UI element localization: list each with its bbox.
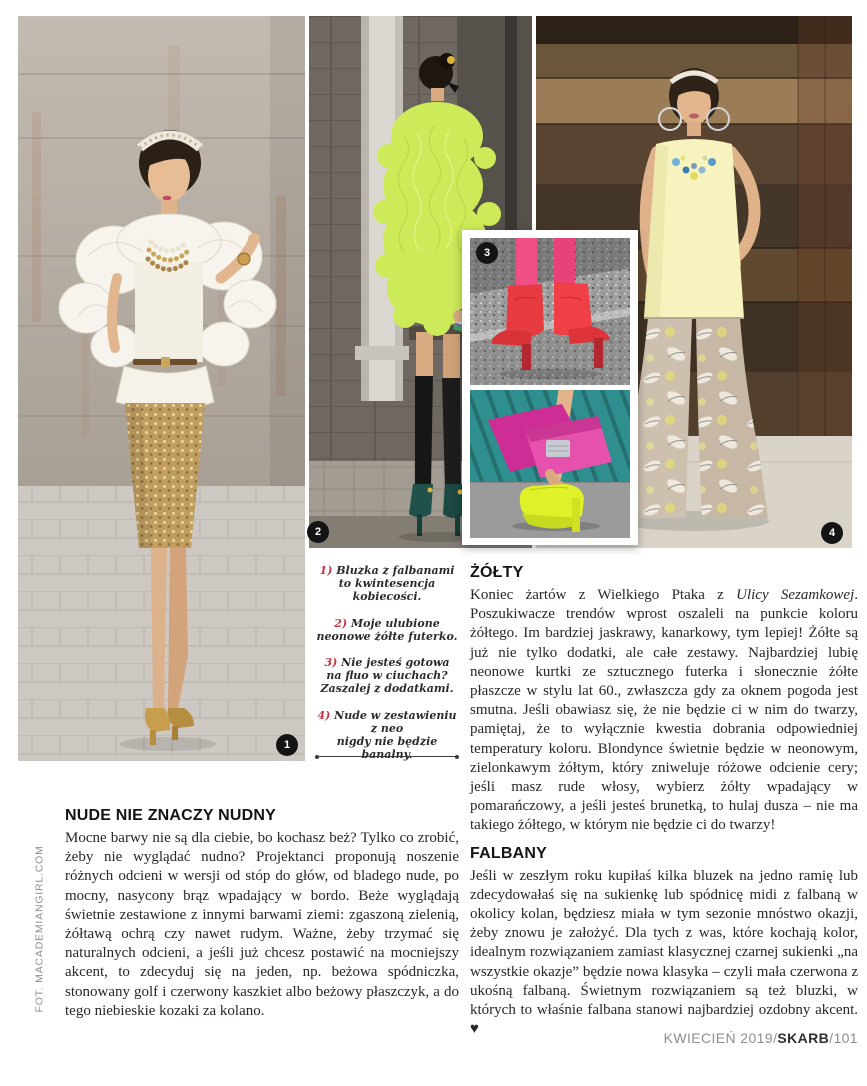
caption-item-2	[312, 617, 462, 643]
section-heading-nude: NUDE NIE ZNACZY NUDNY	[65, 807, 277, 824]
caption-text: Nie jesteś gotowa na fluo w ciuchach? Zaszalej z dodatkami.	[320, 656, 454, 696]
caption-text: Moje ulubione neonowe żółte futerko.	[316, 616, 458, 643]
section-body-falbany: Jeśli w zeszłym roku kupiłaś kilka bluzek na jedno ramię lub zdecydowałaś się na sukienkę lub spódnicę midi z falbaną w okolicy kolan, będziesz miała w tym sezonie mnóstwo okazji, żeby znowu je założyć. Dla tych z was, które kochają kolor, idealnym rozwiązaniem zamiast klasycznej czarnej sukienki „na wszystkie okazje” będzie nowa klasyka – czyli mała czerwona z ukośną falbaną. Świetnym rozwiązaniem są też bluzki, w których to właśnie falbana stanowi najbardziej ozdobny akcent. ♥	[470, 867, 858, 1038]
footer-issue: KWIECIEŃ 2019	[663, 1030, 774, 1046]
footer-separator: /	[829, 1030, 834, 1046]
inset-photo-pink-clutch-yellow-heels	[470, 390, 630, 538]
number-badge-1: 1	[276, 734, 298, 756]
section-nude	[65, 806, 459, 1021]
page-footer	[664, 1030, 858, 1046]
caption-list	[312, 564, 462, 774]
inset-photo-card	[462, 230, 638, 545]
caption-number: 1)	[319, 564, 333, 577]
caption-number: 2)	[334, 616, 348, 630]
footer-separator: /	[773, 1030, 778, 1046]
zolty-rest: . Poszukiwacze trendów wprost oszaleli na punkcie koloru żółtego. Im bardziej jaskrawy, kanarkowy, tym lepiej! Żółte są już nie tylko dodatki, ale całe zestawy. Najbardziej lubię neonowe kurtki ze sztucznego futerka i słonecznie żółte płaszcze w stylu lat 60., zwłaszcza gdy za oknem pogoda jest smutna. Jeśli obawiasz się, że nie będzie ci w nim do twarzy, pamiętaj, że to wyłącznie kwestia dobrania odpowiedniej temperatury koloru. Blondynce świetnie będzie w neonowym, zielonkawym żółtym, który zniweluje różowe odcienie cery; jeśli masz rude włosy, wybierz żółty wpadający w pomarańczowy, a jeśli jesteś brunetką, to hulaj dusza – nie ma takiego żółtego, w którym nie będzie ci do twarzy!	[470, 587, 858, 834]
footer-page-number: 101	[833, 1030, 858, 1046]
number-badge-3: 3	[476, 242, 498, 264]
section-heading-zolty: ŻÓŁTY	[470, 564, 524, 581]
photo-white-ruffle-gold-skirt	[18, 16, 305, 761]
photo-credit: FOT. MACADEMIANGIRL.COM	[33, 845, 46, 1013]
caption-text: Bluzka z falbanami to kwintesencja kobiecości.	[336, 564, 455, 604]
number-badge-4: 4	[821, 522, 843, 544]
section-heading-falbany: FALBANY	[470, 844, 547, 862]
caption-item-1	[312, 564, 462, 604]
section-body-nude: Mocne barwy nie są dla ciebie, bo kochasz beż? Tylko co zrobić, żeby nie wyglądać nudno? Projektanci proponują noszenie różnych odcieni w wersji od stóp do głów, od bladego nude, po mocny, nasycony brąz wpadający w bordo. Beże wyglądają świetnie zestawione z innymi barwami ziemi: zgaszoną zielenią, żółtawą ochrą czy nawet rudym. Ważne, żeby trzymać się naturalnych odcieni, a jeśli już chcesz postawić na mocniejszy akcent, to zdecyduj się na jeden, np. beżowa spódniczka, stonowany golf i czerwony kaszkiet albo beżowy płaszczyk, a do tego niebieskie kozaki za kolano.	[65, 830, 459, 1019]
magazine-title-italic: Ulicy Sezamkowej	[736, 587, 855, 603]
caption-item-4	[312, 709, 462, 762]
caption-number: 3)	[324, 656, 338, 670]
section-body-zolty	[470, 586, 858, 836]
caption-divider	[317, 756, 457, 757]
footer-brand: SKARB	[777, 1030, 830, 1046]
zolty-lead: Koniec żartów z Wielkiego Ptaka z	[470, 587, 737, 603]
caption-number: 4)	[317, 708, 331, 722]
right-column	[470, 563, 858, 1039]
caption-item-3	[312, 656, 462, 696]
number-badge-2: 2	[307, 521, 329, 543]
caption-text: Nude w zestawieniu z neo nigdy nie będzie banalny.	[334, 708, 457, 762]
